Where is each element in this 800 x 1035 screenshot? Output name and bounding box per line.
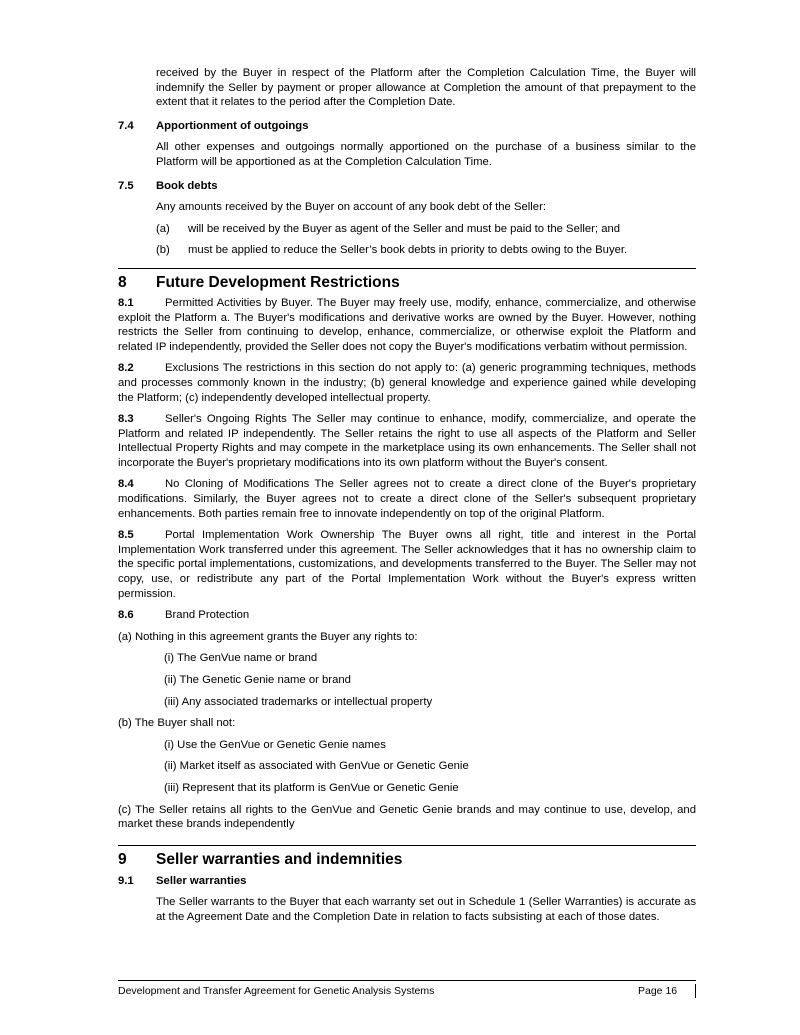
heading-title: Seller warranties and indemnities [156,850,403,868]
clause-number: 8.1 [118,296,134,309]
clause-8-6 [118,608,696,623]
paragraph-9-1: The Seller warrants to the Buyer that each warranty set out in Schedule 1 (Seller Warranties) is accurate as at the Agreement Date and the Completion Date in relation to facts subsisting at each of those dates. [156,896,696,923]
top-paragraph: received by the Buyer in respect of the Platform after the Completion Calculation Time, the Buyer will indemnify the Seller by payment or proper allowance at Completion the amount of that prepayment to the extent that it relates to the period after the Completion Date. [156,67,696,109]
clause-number: 8.4 [118,478,134,491]
heading-number: 9.1 [118,874,134,887]
list-item: (ii) The Genetic Genie name or brand [164,674,351,686]
heading-9 [118,845,696,869]
clause-number: 8.6 [118,609,134,622]
heading-title: Future Development Restrictions [156,273,400,291]
clause-text: Portal Implementation Work Ownership The Buyer owns all right, title and interest in the Portal Implementation Work transferred under this agreement. The Seller acknowledges that it has no ownership claim to the specific portal implementations, customizations, and developments transferred to the Buyer. The Seller may not copy, use, or redistribute any part of the Portal Implementation Work without the Buyer's express written permission. [118,529,696,600]
list-item: (iii) Represent that its platform is GenVue or Genetic Genie [164,781,459,794]
clause-8-5 [118,528,696,601]
heading-number: 7.5 [118,179,134,192]
paragraph-7-4: All other expenses and outgoings normally apportioned on the purchase of a business similar to the Platform will be apportioned as at the Completion Calculation Time. [156,141,696,168]
clause-8-4 [118,477,696,521]
clause-number: 8.5 [118,529,134,542]
heading-number: 8 [118,273,127,291]
list-item: (ii) Market itself as associated with GenVue or Genetic Genie [164,760,469,773]
clause-text: Exclusions The restrictions in this section do not apply to: (a) generic programming techniques, methods and processes commonly known in the industry; (b) general knowledge and experience gained while developing the Platform; (c) independently developed intellectual property. [118,362,696,404]
list-item: (i) Use the GenVue or Genetic Genie names [164,738,386,751]
list-text: must be applied to reduce the Seller’s book debts in priority to debts owing to the Buyer. [188,244,628,257]
clause-number: 8.3 [118,413,134,426]
heading-number: 9 [118,850,127,868]
clause-text: Brand Protection [165,609,250,622]
list-item: (i) The GenVue name or brand [164,652,318,665]
list-item: (iii) Any associated trademarks or intellectual property [164,695,433,708]
heading-title: Apportionment of outgoings [156,119,309,132]
list-item [118,243,696,258]
heading-7-5 [118,179,696,194]
document-page [118,66,696,925]
list-label: (b) [156,244,170,257]
list-label: (a) [156,222,170,235]
page-number: Page 16 [638,984,696,998]
subclause-c: (c) The Seller retains all rights to the GenVue and Genetic Genie brands and may continue to use, develop, and market these brands independently [118,803,696,831]
heading-9-1 [118,874,696,889]
page-footer [118,980,696,999]
heading-title: Seller warranties [156,874,247,887]
heading-8 [118,268,696,292]
clause-8-3 [118,412,696,470]
clause-text: Permitted Activities by Buyer. The Buyer may freely use, modify, enhance, commercialize, and otherwise exploit the Platform a. The Buyer's modifications and derivative works are owned by the Buyer. However, nothing restricts the Seller from continuing to develop, enhance, commercialize, or otherwise exploit the Platform and related IP independently, provided the Seller does not copy the Buyer's modifications verbatim without permission. [118,296,696,353]
clause-8-2 [118,361,696,405]
subclause-a: (a) Nothing in this agreement grants the Buyer any rights to: [118,630,418,643]
heading-title: Book debts [156,179,218,192]
subclause-b: (b) The Buyer shall not: [118,717,236,730]
paragraph-7-5: Any amounts received by the Buyer on account of any book debt of the Seller: [156,201,546,214]
clause-number: 8.2 [118,362,134,375]
clause-text: No Cloning of Modifications The Seller agrees not to create a direct clone of the Buyer's proprietary modifications. Similarly, the Buyer agrees not to create a direct clone of the Seller's subsequent proprietary enhancements. Both parties remain free to innovate independently on top of the original Platform. [118,478,696,520]
clause-text: Seller's Ongoing Rights The Seller may continue to enhance, modify, commercialize, and operate the Platform and related IP independently. The Seller retains the right to use all aspects of the Platform and Seller Intellectual Property Rights and may compete in the marketplace using its own enhancements. The Seller shall not incorporate the Buyer's proprietary modifications into its own platform without the Buyer's consent. [118,413,696,469]
clause-8-1 [118,296,696,354]
footer-title: Development and Transfer Agreement for Genetic Analysis Systems [118,985,435,997]
heading-number: 7.4 [118,119,134,132]
heading-7-4 [118,119,696,134]
list-item [118,222,696,237]
list-text: will be received by the Buyer as agent of the Seller and must be paid to the Seller; and [188,222,621,235]
